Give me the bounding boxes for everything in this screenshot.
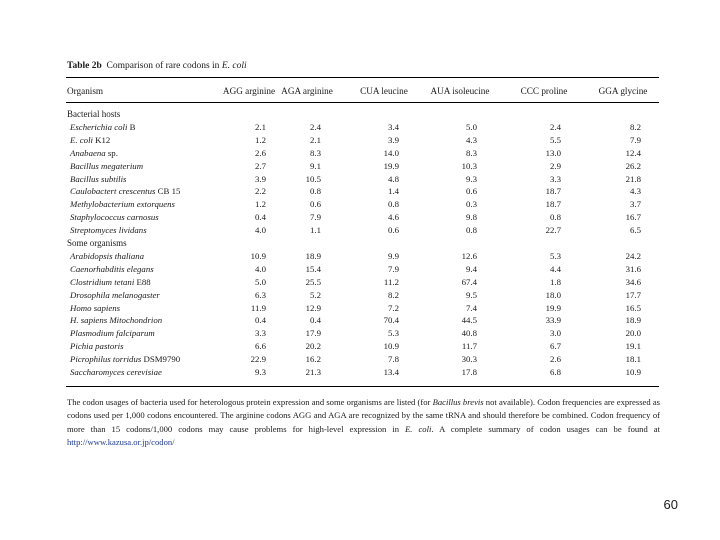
codon-frequency-cell: 2.2 (255, 186, 266, 197)
codon-frequency-cell: 16.5 (625, 302, 641, 313)
codon-frequency-cell: 19.1 (625, 341, 641, 352)
table-row (0, 174, 720, 186)
column-header-2: AGA arginine (281, 86, 333, 96)
codon-frequency-cell: 1.4 (388, 186, 399, 197)
organism-name: Picrophilus torridus (70, 354, 142, 365)
table-row (0, 186, 720, 198)
footnote-italic-2: E. coli (405, 423, 432, 434)
codon-frequency-cell: 17.7 (625, 289, 641, 300)
codon-frequency-cell: 13.4 (383, 367, 399, 377)
codon-frequency-cell: 9.3 (255, 367, 266, 377)
table-row (0, 212, 720, 224)
codon-frequency-cell: 30.3 (461, 354, 477, 365)
organism-cell (70, 212, 159, 222)
section-heading: Bacterial hosts (67, 109, 121, 119)
table-title (67, 61, 247, 71)
codon-frequency-cell: 3.9 (255, 173, 266, 184)
table-title-text: Comparison of rare codons in (106, 61, 220, 71)
table-title-species: E. coli (221, 61, 247, 71)
organism-cell (70, 122, 136, 132)
table-row (0, 122, 720, 134)
codon-frequency-cell: 6.7 (550, 341, 561, 352)
codon-frequency-cell: 4.0 (255, 225, 266, 236)
table-footnote: The codon usages of bacteria used for heterologous protein expression and some organisms are listed (for Bacillus brevis not available). Codon frequencies are expressed as codons used per 1,000 codons encountered. The arginine codons AGG and AGA are recognized by the same tRNA and should therefore be combined. Codon frequency of more than 15 codons/1,000 codons may cause problems for high-level expression in E. coli. A complete summary of codon usages can be found at http://www.kazusa.or.jp/codon/ (67, 397, 660, 448)
codon-frequency-cell: 3.7 (630, 199, 641, 210)
codon-frequency-cell: 8.3 (310, 147, 321, 158)
organism-name: Escherichia coli (70, 121, 128, 132)
codon-frequency-cell: 7.2 (388, 302, 399, 313)
codon-frequency-cell: 33.9 (545, 315, 561, 326)
codon-frequency-cell: 0.8 (466, 225, 477, 236)
codon-frequency-cell: 1.1 (310, 225, 321, 236)
codon-frequency-cell: 2.7 (255, 160, 266, 171)
codon-frequency-cell: 6.3 (255, 289, 266, 300)
organism-name: Bacillus megaterium (70, 160, 144, 171)
organism-strain: B (127, 121, 136, 132)
codon-frequency-cell: 9.3 (466, 173, 477, 184)
table-header-rule (66, 102, 659, 103)
codon-frequency-cell: 18.7 (545, 199, 561, 210)
table-row (0, 315, 720, 327)
organism-name: Pichia pastoris (70, 341, 124, 352)
organism-name: Clostridium tetani (70, 276, 135, 287)
organism-cell (70, 354, 180, 364)
organism-name: H. sapiens Mitochondrion (70, 315, 163, 326)
organism-strain: sp. (105, 147, 118, 158)
codon-frequency-cell: 2.6 (255, 147, 266, 158)
table-row (0, 354, 720, 366)
organism-name: Bacillus subtilis (70, 173, 127, 184)
organism-cell (70, 315, 162, 325)
table-top-rule (66, 77, 659, 78)
codon-frequency-cell: 13.0 (545, 147, 561, 158)
column-header-4: AUA isoleucine (430, 86, 490, 96)
organism-name: Plasmodium falciparum (70, 328, 155, 339)
organism-strain: K12 (92, 134, 111, 145)
codon-frequency-cell: 10.9 (625, 367, 641, 377)
codon-frequency-cell: 7.9 (310, 212, 321, 223)
organism-cell (70, 277, 151, 287)
codon-frequency-cell: 8.2 (630, 121, 641, 132)
table-row (0, 148, 720, 160)
organism-cell (70, 225, 147, 235)
codon-frequency-cell: 6.5 (630, 225, 641, 236)
organism-name: Streptomyces lividans (70, 225, 147, 236)
organism-name: Homo sapiens (70, 302, 121, 313)
codon-frequency-cell: 26.2 (625, 160, 641, 171)
organism-cell (70, 148, 118, 158)
codon-frequency-cell: 7.8 (388, 354, 399, 365)
codon-frequency-cell: 2.6 (550, 354, 561, 365)
codon-frequency-cell: 17.9 (305, 328, 321, 339)
codon-frequency-cell: 10.9 (383, 341, 399, 352)
codon-frequency-cell: 0.4 (255, 315, 266, 326)
codon-frequency-cell: 67.4 (461, 276, 477, 287)
codon-frequency-cell: 20.2 (305, 341, 321, 352)
codon-frequency-cell: 2.4 (550, 121, 561, 132)
codon-frequency-cell: 20.0 (625, 328, 641, 339)
codon-frequency-cell: 9.4 (466, 263, 477, 274)
codon-frequency-cell: 19.9 (383, 160, 399, 171)
codon-frequency-cell: 5.2 (310, 289, 321, 300)
codon-frequency-cell: 0.8 (310, 186, 321, 197)
codon-frequency-cell: 12.6 (461, 250, 477, 261)
organism-cell (70, 303, 120, 313)
organism-name: Staphylococcus carnosus (70, 212, 159, 223)
table-row (0, 264, 720, 276)
codon-frequency-cell: 4.8 (388, 173, 399, 184)
codon-frequency-cell: 25.5 (305, 276, 321, 287)
codon-frequency-cell: 11.2 (383, 276, 399, 287)
organism-strain: DSM9790 (141, 354, 181, 365)
column-header-1: AGG arginine (222, 86, 276, 96)
codon-frequency-cell: 9.1 (310, 160, 321, 171)
codon-frequency-cell: 2.9 (550, 160, 561, 171)
organism-name: Arabidopsis thaliana (70, 250, 145, 261)
column-header-6: GGA glycine (598, 86, 648, 96)
codon-frequency-cell: 1.8 (550, 276, 561, 287)
codon-frequency-cell: 1.2 (255, 199, 266, 210)
table-row (0, 341, 720, 353)
codon-frequency-cell: 7.9 (388, 263, 399, 274)
codon-frequency-cell: 9.9 (388, 250, 399, 261)
codon-frequency-cell: 19.9 (545, 302, 561, 313)
organism-cell (70, 186, 180, 196)
codon-frequency-cell: 21.3 (305, 367, 321, 377)
organism-strain: CB 15 (155, 186, 181, 197)
codon-frequency-cell: 2.4 (310, 121, 321, 132)
codon-frequency-cell: 18.7 (545, 186, 561, 197)
codon-frequency-cell: 9.8 (466, 212, 477, 223)
codon-frequency-cell: 14.0 (383, 147, 399, 158)
codon-frequency-cell: 0.8 (388, 199, 399, 210)
codon-frequency-cell: 18.0 (545, 289, 561, 300)
codon-frequency-cell: 3.0 (550, 328, 561, 339)
codon-frequency-cell: 3.4 (388, 121, 399, 132)
codon-frequency-cell: 16.2 (305, 354, 321, 365)
codon-frequency-cell: 4.3 (466, 134, 477, 145)
organism-cell (70, 251, 144, 261)
organism-cell (70, 199, 175, 209)
codon-frequency-cell: 22.7 (545, 225, 561, 236)
organism-name: Caulobactert crescentus (70, 186, 156, 197)
organism-cell (70, 290, 160, 300)
table-row (0, 290, 720, 302)
codon-frequency-cell: 24.2 (625, 250, 641, 261)
codon-frequency-cell: 10.9 (250, 250, 266, 261)
table-row (0, 199, 720, 211)
codon-frequency-cell: 0.4 (255, 212, 266, 223)
table-row (0, 161, 720, 173)
codon-frequency-cell: 5.5 (550, 134, 561, 145)
page-number: 60 (663, 497, 678, 512)
codon-usage-link[interactable]: http://www.kazusa.or.jp/codon/ (67, 437, 175, 448)
organism-strain: E88 (134, 276, 151, 287)
codon-frequency-cell: 7.9 (630, 134, 641, 145)
codon-frequency-cell: 8.2 (388, 289, 399, 300)
codon-frequency-cell: 4.4 (550, 263, 561, 274)
codon-frequency-cell: 18.1 (625, 354, 641, 365)
footnote-italic-1: Bacillus brevis (432, 397, 484, 407)
organism-name: Anabaena (70, 147, 106, 158)
codon-frequency-cell: 18.9 (625, 315, 641, 326)
codon-frequency-cell: 15.4 (305, 263, 321, 274)
table-row (0, 303, 720, 315)
table-row (0, 277, 720, 289)
codon-frequency-cell: 4.0 (255, 263, 266, 274)
table-bottom-rule (66, 386, 659, 387)
organism-cell (70, 264, 154, 274)
codon-frequency-cell: 1.2 (255, 134, 266, 145)
codon-frequency-cell: 0.8 (550, 212, 561, 223)
codon-frequency-cell: 12.4 (625, 147, 641, 158)
codon-frequency-cell: 8.3 (466, 147, 477, 158)
codon-frequency-cell: 7.4 (466, 302, 477, 313)
codon-frequency-cell: 10.5 (305, 173, 321, 184)
organism-cell (70, 341, 124, 351)
codon-frequency-cell: 5.0 (255, 276, 266, 287)
codon-frequency-cell: 18.9 (305, 250, 321, 261)
codon-frequency-cell: 0.6 (388, 225, 399, 236)
codon-frequency-cell: 12.9 (305, 302, 321, 313)
codon-frequency-cell: 0.6 (466, 186, 477, 197)
organism-name: Drosophila melanogaster (70, 289, 160, 300)
codon-frequency-cell: 0.3 (466, 199, 477, 210)
organism-cell (70, 367, 162, 377)
codon-frequency-cell: 2.1 (255, 121, 266, 132)
codon-frequency-cell: 22.9 (250, 354, 266, 365)
codon-frequency-cell: 4.6 (388, 212, 399, 223)
codon-frequency-cell: 0.6 (310, 199, 321, 210)
table-label: Table 2b (67, 61, 102, 71)
codon-frequency-cell: 6.6 (255, 341, 266, 352)
table-row (0, 225, 720, 237)
codon-frequency-cell: 0.4 (310, 315, 321, 326)
codon-frequency-cell: 5.3 (388, 328, 399, 339)
codon-frequency-cell: 17.8 (461, 367, 477, 377)
codon-frequency-cell: 3.3 (255, 328, 266, 339)
codon-frequency-cell: 3.3 (550, 173, 561, 184)
codon-frequency-cell: 3.9 (388, 134, 399, 145)
column-header-organism: Organism (67, 86, 104, 96)
codon-frequency-cell: 4.3 (630, 186, 641, 197)
table-row (0, 328, 720, 340)
codon-frequency-cell: 5.0 (466, 121, 477, 132)
organism-name: Caenorhabditis elegans (70, 263, 154, 274)
codon-frequency-cell: 5.3 (550, 250, 561, 261)
organism-cell (70, 328, 155, 338)
section-heading: Some organisms (67, 238, 127, 248)
table-row (0, 367, 720, 379)
organism-cell (70, 174, 126, 184)
codon-frequency-cell: 44.5 (461, 315, 477, 326)
codon-frequency-cell: 11.9 (250, 302, 266, 313)
codon-frequency-cell: 16.7 (625, 212, 641, 223)
codon-frequency-cell: 70.4 (383, 315, 399, 326)
codon-frequency-cell: 2.1 (310, 134, 321, 145)
column-header-5: CCC proline (520, 86, 568, 96)
organism-name: Saccharomyces cerevisiae (70, 367, 162, 377)
codon-frequency-cell: 11.7 (461, 341, 477, 352)
codon-frequency-cell: 40.8 (461, 328, 477, 339)
codon-frequency-cell: 6.8 (550, 367, 561, 377)
table-row (0, 251, 720, 263)
table-row (0, 135, 720, 147)
organism-cell (70, 161, 143, 171)
codon-frequency-cell: 9.5 (466, 289, 477, 300)
codon-frequency-cell: 34.6 (625, 276, 641, 287)
organism-name: E. coli (70, 134, 93, 145)
codon-frequency-cell: 31.6 (625, 263, 641, 274)
organism-name: Methylobacterium extorquens (70, 199, 175, 210)
organism-cell (70, 135, 110, 145)
column-header-3: CUA leucine (360, 86, 408, 96)
codon-frequency-cell: 10.3 (461, 160, 477, 171)
codon-frequency-cell: 21.8 (625, 173, 641, 184)
